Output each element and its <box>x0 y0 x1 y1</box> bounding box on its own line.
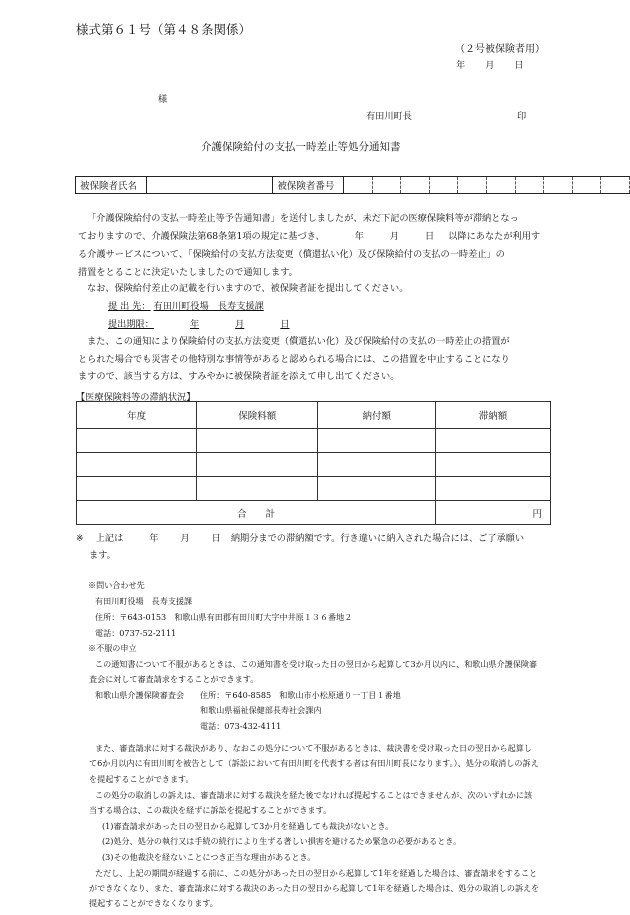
table-cell[interactable] <box>197 429 318 453</box>
note-mark: ※ <box>76 533 84 544</box>
table-cell[interactable] <box>197 453 318 477</box>
objection-p2-line2: て6か月以内に有田川町を被告として（訴訟において有田川町を代表する者は有田川町長になります。）、処分の取消しの訴え <box>89 758 539 768</box>
insured-number-digit[interactable] <box>544 177 573 194</box>
objection-p2-line3: を提起することができます。 <box>89 774 194 784</box>
council-office: 和歌山県福祉保健部長寿社会課内 <box>200 705 322 715</box>
addressee-suffix: 様 <box>158 94 168 105</box>
body-p1-line1: 「介護保険給付の支払一時差止等予告通知書」を送付しましたが、未だ下記の医療保険料等が滞納となっ <box>87 213 519 224</box>
date-month-label: 月 <box>485 60 495 71</box>
total-yen: 円 <box>436 501 551 525</box>
objection-p3-line2: 当する場合は、この裁決を経ずに訴訟を提起することができます。 <box>89 805 332 815</box>
table-cell[interactable] <box>77 429 197 453</box>
col-fiscal-year: 年度 <box>77 402 197 429</box>
table-cell[interactable] <box>77 453 197 477</box>
arrears-table <box>76 401 551 525</box>
insured-number-digit[interactable] <box>487 177 516 194</box>
date-year-label: 年 <box>456 60 466 71</box>
insured-number-digit[interactable] <box>344 177 373 194</box>
col-premium-amount: 保険料額 <box>197 402 318 429</box>
body-p1-line2a: ておりますので、介護保険法第68条第1項の規定に基づき、 <box>78 231 325 242</box>
body-p1-line3: る介護サービスについて、「保険給付の支払方法変更（償還払い化）及び保険給付の支払の一時差止」の <box>78 249 505 260</box>
table-row <box>77 429 551 453</box>
table-row <box>77 453 551 477</box>
body-p1-line4: 措置をとることに決定いたしましたので通知します。 <box>78 267 298 278</box>
note-month: 月 <box>180 533 190 544</box>
council-name: 和歌山県介護保険審査会 <box>95 690 185 700</box>
body-p1-month: 月 <box>389 231 400 242</box>
council-address: 住所：〒640-8585 和歌山市小松原通り一丁目１番地 <box>200 690 401 700</box>
insured-name-field[interactable] <box>146 177 272 194</box>
objection-item2: (2)処分、処分の執行又は手続の続行により生ずる著しい損害を避けるため緊急の必要があるとき。 <box>102 836 462 846</box>
note-line1 <box>76 530 524 544</box>
insured-number-digit[interactable] <box>372 177 401 194</box>
insured-number-digit[interactable] <box>572 177 601 194</box>
body-p3-line1: また、この通知により保険給付の支払方法変更（償還払い化）及び保険給付の支払の一時差止の措置が <box>87 336 510 347</box>
note-text-b: 納期分までの滞納額です。行き違いに納入された場合には、ご了承願い <box>230 533 525 544</box>
body-p1-line2b: 以降にあなたが利用す <box>448 231 541 242</box>
submit-deadline <box>108 316 290 330</box>
table-cell[interactable] <box>77 477 197 501</box>
objection-p4-line1: ただし、上記の期間が経過する前に、この処分があった日の翌日から起算して1年を経過した場合は、審査請求をすること <box>95 868 538 878</box>
note-day: 日 <box>211 533 221 544</box>
insured-number-digit[interactable] <box>601 177 630 194</box>
contact-phone: 電話：0737-52-2111 <box>95 628 177 638</box>
objection-p2-line1: また、審査請求に対する裁決があり、なおこの処分について不服があるときは、裁決書を受け取った日の翌日から起算し <box>95 743 532 753</box>
total-label: 合 計 <box>77 501 436 525</box>
insured-number-digit[interactable] <box>429 177 458 194</box>
form-number: 様式第６１号（第４８条関係） <box>76 22 252 37</box>
issuer-name: 有田川町長 <box>366 111 412 122</box>
objection-line1: この通知書について不服があるときは、この通知書を受け取った日の翌日から起算して3か月以内に、和歌山県介護保険審 <box>95 659 538 669</box>
body-p3-line3: ますので、該当する方は、すみやかに被保険者証を添えて申し出てください。 <box>78 371 400 382</box>
insured-number-label: 被保険者番号 <box>273 177 344 194</box>
table-cell[interactable] <box>436 429 551 453</box>
date-day-label: 日 <box>514 60 524 71</box>
deadline-month: 月 <box>235 319 245 330</box>
objection-p4-line2: ができなくなり、また、審査請求に対する裁決のあった日の翌日から起算して1年を経過した場合は、処分の取消しの訴えを <box>89 883 540 893</box>
table-row <box>77 477 551 501</box>
submit-to-value: 有田川町役場 長寿支援課 <box>153 301 264 312</box>
insured-number-digit[interactable] <box>515 177 544 194</box>
objection-heading: ※不服の申立 <box>88 643 137 653</box>
body-p1-day: 日 <box>425 231 435 242</box>
deadline-label: 提出期限： <box>108 319 154 330</box>
insured-name-label: 被保険者氏名 <box>76 177 147 194</box>
contact-heading: ※問い合わせ先 <box>88 580 145 590</box>
issue-date <box>456 57 524 71</box>
document-title: 介護保険給付の支払一時差止等処分通知書 <box>201 141 401 153</box>
objection-p3-line1: この処分の取消しの訴えは、審査請求に対する裁決を経た後でなければ提起することはできませんが、次のいずれかに該 <box>95 790 533 800</box>
insured-number-digit[interactable] <box>401 177 430 194</box>
seal-mark: 印 <box>517 111 527 122</box>
objection-item3: (3)その他裁決を経ないことにつき正当な理由があるとき。 <box>102 852 316 862</box>
body-p1-year: 年 <box>354 231 364 242</box>
note-line2: ます。 <box>89 550 116 561</box>
col-arrears-amount: 滞納額 <box>436 402 551 429</box>
table-cell[interactable] <box>318 453 436 477</box>
council-phone: 電話：073-432-4111 <box>200 721 282 731</box>
table-cell[interactable] <box>318 429 436 453</box>
arrears-section-title: 【医療保険料等の滞納状況】 <box>76 392 196 403</box>
objection-p4-line3: 提起することができなくなります。 <box>89 898 218 908</box>
table-cell[interactable] <box>318 477 436 501</box>
insured-type-label: （２号被保険者用） <box>455 44 545 55</box>
body-p3-line2: とられた場合でも災害その他特別な事情等があると認められる場合には、この措置を中止することになり <box>78 354 510 365</box>
insured-id-table <box>75 176 630 194</box>
table-cell[interactable] <box>436 477 551 501</box>
deadline-year: 年 <box>189 319 200 330</box>
deadline-day: 日 <box>280 319 290 330</box>
table-cell[interactable] <box>436 453 551 477</box>
note-text-a: 上記は <box>95 533 124 544</box>
body-p2: なお、保険給付差止の記載を行いますので、被保険者証を提出してください。 <box>87 283 409 294</box>
total-row <box>77 501 551 525</box>
col-paid-amount: 納付額 <box>318 402 436 429</box>
submit-to <box>108 298 264 312</box>
body-p1-line2 <box>78 228 540 242</box>
table-cell[interactable] <box>197 477 318 501</box>
submit-to-label: 提 出 先： <box>108 301 151 312</box>
contact-address: 住所：〒643-0153 和歌山県有田郡有田川町大字中井原１３６番地２ <box>95 612 353 622</box>
objection-item1: (1)審査請求があった日の翌日から起算して3か月を経過しても裁決がないとき。 <box>102 821 394 831</box>
objection-line2: 査会に対して審査請求をすることができます。 <box>89 674 259 684</box>
insured-number-digit[interactable] <box>458 177 487 194</box>
note-year: 年 <box>149 533 159 544</box>
contact-office: 有田川町役場 長寿支援課 <box>95 596 193 606</box>
